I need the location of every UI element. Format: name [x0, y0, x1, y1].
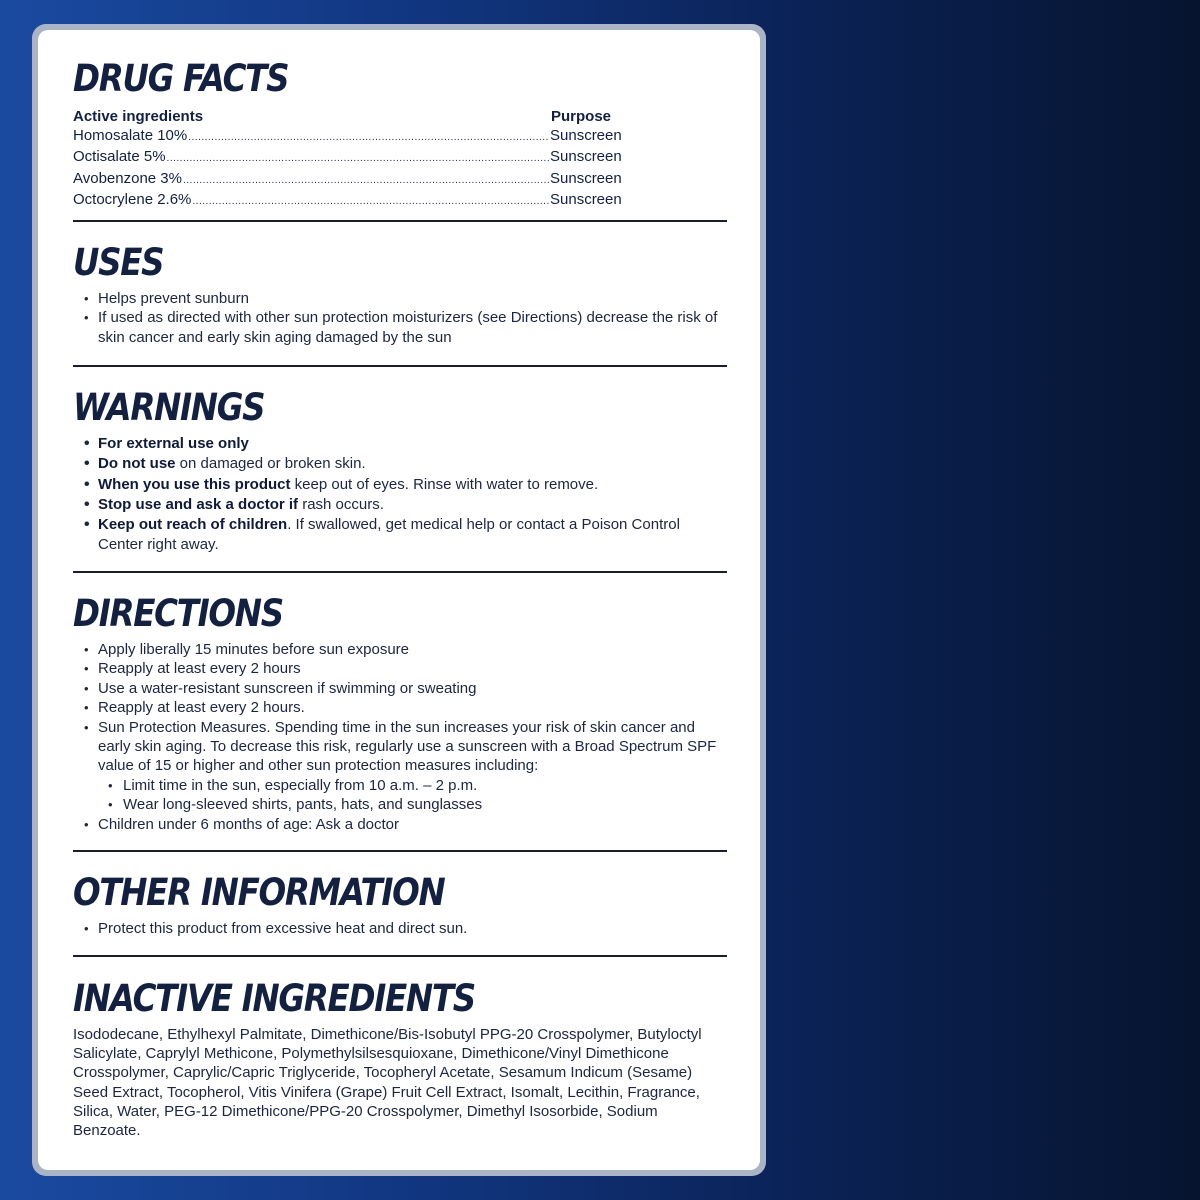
other-information-heading: OTHER INFORMATION	[73, 871, 445, 914]
ingredient-purpose: Sunscreen	[550, 169, 622, 187]
warning-bold: For external use only	[98, 435, 249, 452]
ingredient-row	[73, 147, 629, 168]
leader-dots	[188, 126, 549, 147]
facts-table-header	[73, 107, 629, 126]
list-item: • If used as directed with other sun protection moisturizers (see Directions) decrease the risk of skin cancer and early skin aging damaged by the sun	[73, 308, 728, 347]
uses-section	[73, 241, 728, 347]
list-item: • Apply liberally 15 minutes before sun exposure	[73, 640, 728, 659]
warnings-section	[73, 386, 728, 556]
drug-facts-heading: DRUG FACTS	[73, 57, 289, 100]
section-divider	[73, 955, 727, 957]
list-item	[73, 454, 728, 474]
list-item	[73, 475, 728, 495]
other-information-list	[73, 919, 728, 938]
leader-dots	[183, 169, 549, 190]
list-item	[73, 515, 728, 556]
ingredient-purpose: Sunscreen	[550, 127, 622, 144]
ingredient-row	[73, 190, 629, 211]
ingredient-name: Octisalate 5%	[73, 148, 166, 166]
warning-text: . If swallowed, get medical help or contact a Poison Control Center right away.	[98, 516, 680, 554]
directions-heading: DIRECTIONS	[73, 592, 283, 635]
inactive-ingredients-section	[73, 977, 728, 1140]
ingredient-name: Avobenzone 3%	[73, 169, 182, 187]
active-ingredients-label: Active ingredients	[73, 108, 204, 125]
warning-bold: Stop use and ask a doctor if	[98, 495, 299, 513]
warning-bold: Keep out reach of children	[98, 516, 288, 534]
warning-bold: When you use this product	[98, 475, 291, 493]
section-divider	[73, 365, 727, 367]
warnings-list	[73, 434, 728, 556]
active-ingredients-table	[73, 126, 629, 211]
inactive-ingredients-heading: INACTIVE INGREDIENTS	[73, 977, 475, 1020]
uses-list	[73, 289, 728, 347]
ingredient-name: Octocrylene 2.6%	[73, 190, 192, 208]
purpose-label: Purpose	[551, 108, 612, 125]
section-divider	[73, 571, 727, 573]
sub-list-item: • Limit time in the sun, especially from 10 a.m. – 2 p.m.	[73, 776, 728, 795]
list-item: • Reapply at least every 2 hours.	[73, 698, 728, 717]
ingredient-row	[73, 126, 629, 147]
list-item: • Helps prevent sunburn	[73, 289, 728, 308]
section-divider	[73, 220, 727, 222]
leader-dots	[192, 190, 549, 211]
other-information-section	[73, 871, 728, 938]
warning-bold: Do not use	[98, 455, 176, 473]
list-item: • Use a water-resistant sunscreen if swimming or sweating	[73, 679, 728, 698]
ingredient-name: Homosalate 10%	[73, 127, 188, 144]
list-item: • Protect this product from excessive heat and direct sun.	[73, 919, 728, 938]
drug-facts-section	[73, 57, 728, 211]
list-item	[73, 495, 728, 515]
ingredient-row	[73, 169, 629, 190]
sub-list-item: • Wear long-sleeved shirts, pants, hats, and sunglasses	[73, 795, 728, 814]
directions-section	[73, 592, 728, 834]
uses-heading: USES	[73, 241, 164, 284]
warnings-heading: WARNINGS	[73, 386, 265, 429]
directions-list	[73, 640, 728, 834]
list-item: • Sun Protection Measures. Spending time in the sun increases your risk of skin cancer and early skin aging. To decrease this risk, regularly use a sunscreen with a Broad Spectrum SPF value of 15 or higher and other sun protection measures including:	[73, 718, 728, 776]
warning-text: rash occurs.	[298, 495, 384, 513]
list-item: • Children under 6 months of age: Ask a doctor	[73, 815, 728, 834]
drug-facts-panel	[38, 30, 760, 1170]
ingredient-purpose: Sunscreen	[550, 190, 622, 208]
list-item	[73, 434, 728, 454]
list-item: • Reapply at least every 2 hours	[73, 659, 728, 678]
warning-text: on damaged or broken skin.	[175, 455, 366, 473]
leader-dots	[167, 147, 549, 168]
warning-text: keep out of eyes. Rinse with water to remove.	[290, 475, 599, 493]
section-divider	[73, 850, 727, 852]
inactive-ingredients-text: Isododecane, Ethylhexyl Palmitate, Dimethicone/Bis-Isobutyl PPG-20 Crosspolymer, Butyloctyl Salicylate, Caprylyl Methicone, Polymethylsilsesquioxane, Dimethicone/Vinyl Dimethicone Crosspolymer, Caprylic/Capric Triglyceride, Tocopheryl Acetate, Sesamum Indicum (Sesame) Seed Extract, Tocopherol, Vitis Vinifera (Grape) Fruit Cell Extract, Isomalt, Lecithin, Fragrance, Silica, Water, PEG-12 Dimethicone/PPG-20 Crosspolymer, Dimethyl Isosorbide, Sodium Benzoate.	[73, 1026, 702, 1140]
ingredient-purpose: Sunscreen	[550, 148, 622, 166]
